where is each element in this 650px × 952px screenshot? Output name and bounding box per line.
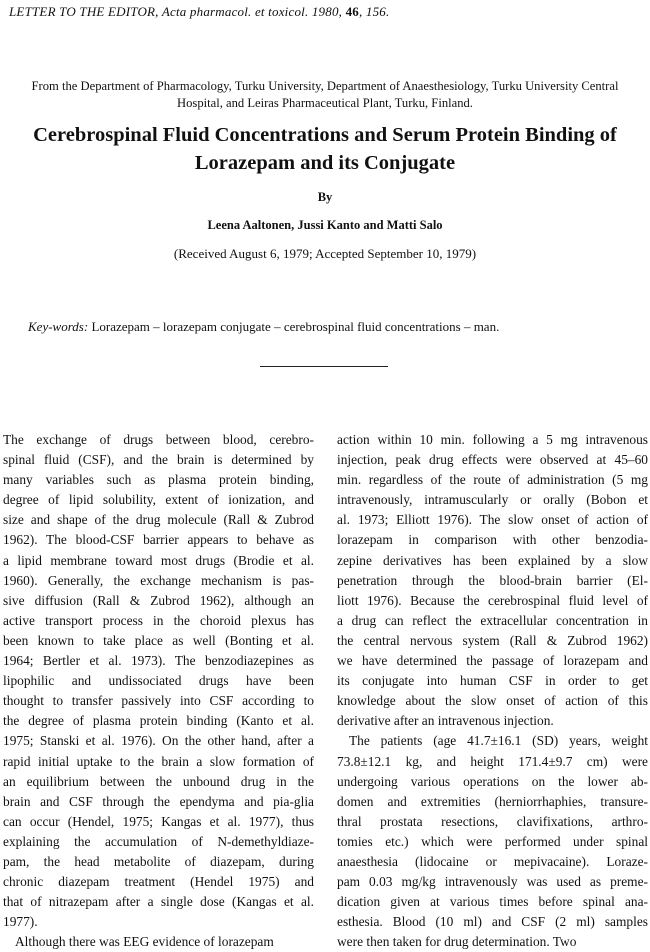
text-line: lipophilic and undissociated drugs have been (3, 673, 314, 689)
text-line: we have determined the passage of lorazepam and (337, 653, 648, 669)
text-line: that of nitrazepam after a single dose (Kangas et al. (3, 894, 314, 910)
text-line: 1960). Generally, the exchange mechanism is pas- (3, 572, 314, 588)
text-line: the central nervous system (Rall & Zubrod 1962) (337, 632, 648, 648)
text-line: a lipid membrane toward most drugs (Brodie et al. (3, 552, 314, 568)
text-line: pam, the head metabolite of diazepam, during (3, 853, 314, 869)
text-line: domen and extremities (herniorrhaphies, transure- (337, 793, 648, 809)
text-line: its conjugate into human CSF in order to get (337, 673, 648, 689)
text-line: knowledge about the slow onset of action of this (337, 693, 648, 709)
affiliation-line: Hospital, and Leiras Pharmaceutical Plant, Turku, Finland. (177, 96, 473, 110)
running-head (9, 4, 389, 20)
text-line: size and shape of the drug molecule (Rall & Zubrod (3, 512, 314, 528)
text-line: thought to transfer passively into CSF according to (3, 693, 314, 709)
text-line: 73.8±12.1 kg, and height 171.4±9.7 cm) were (337, 753, 648, 769)
text-line: al. 1973; Elliott 1976). The slow onset of action of (337, 512, 648, 528)
text-line: tomies etc.) which were performed under spinal (337, 833, 648, 849)
right-column (337, 430, 648, 952)
title-line: Cerebrospinal Fluid Concentrations and Serum Protein Binding of (33, 124, 617, 146)
left-column (3, 430, 314, 952)
affiliation (0, 78, 650, 112)
text-line: esthesia. Blood (10 ml) and CSF (2 ml) samples (337, 914, 648, 930)
text-line: lorazepam in comparison with other benzodia- (337, 532, 648, 548)
text-line: can occur (Hendel, 1975; Kangas et al. 1977), thus (3, 813, 314, 829)
volume-number: 46 (345, 4, 359, 19)
text-line: The exchange of drugs between blood, cerebro- (3, 432, 314, 447)
by-line: By (317, 190, 333, 204)
text-line: been known to take place as well (Bonting et al. (3, 632, 314, 648)
text-line: sive diffusion (Rall & Zubrod 1962), although an (3, 592, 314, 608)
page-number: , 156. (358, 4, 390, 19)
text-line: pam 0.03 mg/kg intravenously was used as preme- (337, 874, 648, 890)
keywords (28, 319, 499, 335)
text-line: Although there was EEG evidence of lorazepam (15, 934, 274, 950)
keywords-text: Lorazepam – lorazepam conjugate – cerebrospinal fluid concentrations – man. (88, 319, 500, 334)
text-line: undergoing various operations on the lower ab- (337, 773, 648, 789)
text-line: 1962). The blood-CSF barrier appears to behave as (3, 532, 314, 548)
text-line: The patients (age 41.7±16.1 (SD) years, weight (349, 733, 648, 749)
text-line: a drug can reflect the extracellular concentration in (337, 612, 648, 628)
title-line: Lorazepam and its Conjugate (194, 152, 456, 174)
text-line: thral prostata resections, clavifixations, arthro- (337, 813, 648, 829)
text-line: rapid initial uptake to the brain a slow formation of (3, 753, 314, 769)
text-line: 1964; Bertler et al. 1973). The benzodiazepines as (3, 653, 314, 669)
text-line: zepine derivatives has been explained by a slow (337, 552, 648, 568)
affiliation-line: From the Department of Pharmacology, Turku University, Department of Anaesthesiology, Turku University Central (31, 79, 619, 93)
text-line: degree of lipid solubility, extent of ionization, and (3, 492, 314, 508)
keywords-label: Key-words: (28, 319, 89, 334)
text-line: liott 1976). Because the cerebrospinal fluid level of (337, 592, 648, 608)
text-line: chronic diazepam treatment (Hendel 1975) and (3, 874, 314, 890)
text-line: 1977). (3, 914, 38, 930)
text-line: min. regardless of the route of administration (5 mg (337, 472, 648, 488)
text-line: active transport process in the choroid plexus has (3, 612, 314, 628)
text-line: the degree of plasma protein binding (Kanto et al. (3, 713, 314, 729)
text-line: an equilibrium between the unbound drug in the (3, 773, 314, 789)
section-divider (260, 366, 388, 367)
received-dates: (Received August 6, 1979; Accepted September 10, 1979) (173, 246, 477, 261)
authors: Leena Aaltonen, Jussi Kanto and Matti Salo (207, 218, 443, 232)
text-line: 1975; Stanski et al. 1976). On the other hand, after a (3, 733, 314, 749)
text-line: spinal fluid (CSF), and the brain is determined by (3, 452, 314, 468)
text-line: action within 10 min. following a 5 mg intravenous (337, 432, 648, 447)
journal-citation: LETTER TO THE EDITOR, Acta pharmacol. et toxicol. 1980, (9, 4, 343, 19)
text-line: dication given at various times before spinal ana- (337, 894, 648, 910)
text-line: penetration through the blood-brain barrier (El- (337, 572, 648, 588)
text-line: intravenously, intramuscularly or orally (Bobon et (337, 492, 648, 508)
text-line: derivative after an intravenous injection. (337, 713, 554, 729)
text-line: anaesthesia (lidocaine or mepivacaine). Loraze- (337, 853, 648, 869)
text-line: many variables such as plasma protein binding, (3, 472, 314, 488)
text-line: were then taken for drug determination. Two (337, 934, 577, 950)
text-line: brain and CSF through the ependyma and pia-glia (3, 793, 314, 809)
text-line: explaining the accumulation of N-demethyldiaze- (3, 833, 314, 849)
article-title (0, 121, 650, 177)
text-line: injection, peak drug effects were observed at 45–60 (337, 452, 648, 468)
